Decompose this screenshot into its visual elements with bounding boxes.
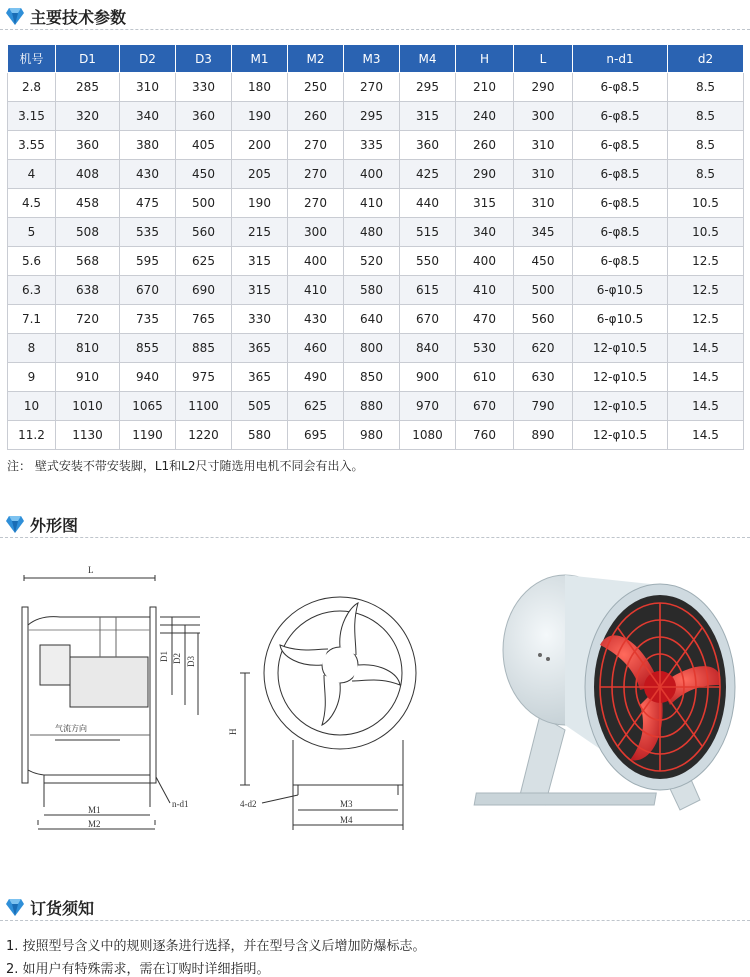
table-cell: 315: [456, 189, 514, 218]
table-cell: 450: [176, 160, 232, 189]
table-header-cell: M2: [288, 45, 344, 73]
table-cell: 8.5: [668, 73, 744, 102]
table-cell: 410: [288, 276, 344, 305]
dim-label-D3: D3: [186, 656, 196, 667]
table-cell: 475: [120, 189, 176, 218]
table-row: [8, 189, 744, 218]
table-cell: 8.5: [668, 102, 744, 131]
table-cell: 345: [514, 218, 573, 247]
table-cell: 610: [456, 363, 514, 392]
table-header-cell: H: [456, 45, 514, 73]
order-note-item: 1. 按照型号含义中的规则逐条进行选择，并在型号含义后增加防爆标志。: [6, 939, 426, 954]
table-cell: 290: [514, 73, 573, 102]
dim-label-nd1: n-d1: [172, 799, 189, 809]
table-cell: 580: [232, 421, 288, 450]
table-cell: 410: [344, 189, 400, 218]
table-cell: 3.15: [8, 102, 56, 131]
table-header-cell: D1: [56, 45, 120, 73]
table-cell: 3.55: [8, 131, 56, 160]
table-cell: 638: [56, 276, 120, 305]
table-cell: 6-φ10.5: [573, 305, 668, 334]
table-cell: 12.5: [668, 305, 744, 334]
table-cell: 970: [400, 392, 456, 421]
table-cell: 6-φ8.5: [573, 131, 668, 160]
table-cell: 340: [120, 102, 176, 131]
dim-label-L: L: [88, 565, 94, 575]
table-header-cell: D3: [176, 45, 232, 73]
table-cell: 250: [288, 73, 344, 102]
diamond-icon: [6, 897, 24, 917]
table-cell: 850: [344, 363, 400, 392]
table-cell: 480: [344, 218, 400, 247]
table-cell: 910: [56, 363, 120, 392]
table-cell: 595: [120, 247, 176, 276]
dim-label-M1: M1: [88, 805, 101, 815]
table-cell: 270: [288, 131, 344, 160]
table-cell: 890: [514, 421, 573, 450]
table-header-cell: d2: [668, 45, 744, 73]
table-cell: 855: [120, 334, 176, 363]
table-cell: 315: [400, 102, 456, 131]
table-cell: 8: [8, 334, 56, 363]
table-cell: 300: [288, 218, 344, 247]
table-cell: 14.5: [668, 363, 744, 392]
table-row: [8, 305, 744, 334]
table-row: [8, 73, 744, 102]
table-cell: 400: [344, 160, 400, 189]
table-header-row: [8, 45, 744, 73]
table-cell: 215: [232, 218, 288, 247]
table-cell: 14.5: [668, 392, 744, 421]
table-row: [8, 363, 744, 392]
dim-label-H: H: [228, 728, 238, 735]
dim-label-M2: M2: [88, 819, 101, 829]
table-cell: 535: [120, 218, 176, 247]
table-cell: 6-φ10.5: [573, 276, 668, 305]
table-cell: 14.5: [668, 421, 744, 450]
table-cell: 1065: [120, 392, 176, 421]
table-cell: 425: [400, 160, 456, 189]
table-cell: 560: [514, 305, 573, 334]
table-cell: 520: [344, 247, 400, 276]
table-cell: 320: [56, 102, 120, 131]
table-cell: 1190: [120, 421, 176, 450]
table-cell: 500: [514, 276, 573, 305]
table-header-cell: n-d1: [573, 45, 668, 73]
table-cell: 900: [400, 363, 456, 392]
table-cell: 6-φ8.5: [573, 247, 668, 276]
table-cell: 500: [176, 189, 232, 218]
table-cell: 670: [120, 276, 176, 305]
table-cell: 620: [514, 334, 573, 363]
fan-photo: [474, 575, 735, 810]
table-cell: 458: [56, 189, 120, 218]
table-cell: 180: [232, 73, 288, 102]
section-header-specs: [0, 2, 750, 32]
table-header-cell: 机号: [8, 45, 56, 73]
order-note-item: 2. 如用户有特殊需求，需在订购时详细指明。: [6, 962, 270, 977]
table-cell: 6-φ8.5: [573, 218, 668, 247]
table-row: [8, 218, 744, 247]
table-cell: 2.8: [8, 73, 56, 102]
table-cell: 410: [456, 276, 514, 305]
table-cell: 360: [176, 102, 232, 131]
section-header-order: [0, 893, 750, 923]
table-cell: 5: [8, 218, 56, 247]
table-cell: 310: [120, 73, 176, 102]
table-cell: 550: [400, 247, 456, 276]
table-cell: 335: [344, 131, 400, 160]
outline-drawings: [0, 545, 750, 845]
table-cell: 695: [288, 421, 344, 450]
table-cell: 625: [288, 392, 344, 421]
table-cell: 508: [56, 218, 120, 247]
table-cell: 765: [176, 305, 232, 334]
table-row: [8, 247, 744, 276]
table-cell: 1130: [56, 421, 120, 450]
divider: [0, 537, 750, 538]
table-cell: 190: [232, 102, 288, 131]
table-cell: 205: [232, 160, 288, 189]
dim-label-D2: D2: [172, 653, 182, 664]
table-row: [8, 392, 744, 421]
table-cell: 408: [56, 160, 120, 189]
table-cell: 670: [400, 305, 456, 334]
table-cell: 240: [456, 102, 514, 131]
table-cell: 720: [56, 305, 120, 334]
table-cell: 12-φ10.5: [573, 421, 668, 450]
table-cell: 980: [344, 421, 400, 450]
table-cell: 885: [176, 334, 232, 363]
airflow-label: 气流方向: [55, 724, 87, 733]
table-cell: 560: [176, 218, 232, 247]
table-cell: 615: [400, 276, 456, 305]
table-cell: 6-φ8.5: [573, 73, 668, 102]
dim-label-D1: D1: [159, 651, 169, 662]
section-header-outline: [0, 510, 750, 540]
table-cell: 6-φ8.5: [573, 189, 668, 218]
table-cell: 490: [288, 363, 344, 392]
table-cell: 460: [288, 334, 344, 363]
table-cell: 5.6: [8, 247, 56, 276]
table-header-cell: M3: [344, 45, 400, 73]
table-cell: 6-φ8.5: [573, 160, 668, 189]
table-cell: 800: [344, 334, 400, 363]
table-cell: 430: [288, 305, 344, 334]
table-cell: 940: [120, 363, 176, 392]
table-cell: 880: [344, 392, 400, 421]
table-header-cell: M4: [400, 45, 456, 73]
table-cell: 12-φ10.5: [573, 334, 668, 363]
table-cell: 690: [176, 276, 232, 305]
table-row: [8, 421, 744, 450]
divider: [0, 920, 750, 921]
table-cell: 315: [232, 247, 288, 276]
table-row: [8, 160, 744, 189]
spec-table: [7, 44, 744, 450]
table-cell: 260: [288, 102, 344, 131]
table-cell: 380: [120, 131, 176, 160]
diamond-icon: [6, 514, 24, 534]
table-cell: 365: [232, 334, 288, 363]
table-cell: 625: [176, 247, 232, 276]
table-cell: 330: [232, 305, 288, 334]
table-cell: 530: [456, 334, 514, 363]
table-cell: 9: [8, 363, 56, 392]
table-cell: 310: [514, 160, 573, 189]
table-cell: 810: [56, 334, 120, 363]
table-cell: 8.5: [668, 160, 744, 189]
table-cell: 300: [514, 102, 573, 131]
table-cell: 310: [514, 189, 573, 218]
table-body: [8, 73, 744, 450]
table-cell: 975: [176, 363, 232, 392]
table-cell: 12.5: [668, 276, 744, 305]
table-cell: 515: [400, 218, 456, 247]
table-cell: 568: [56, 247, 120, 276]
table-cell: 360: [56, 131, 120, 160]
table-row: [8, 334, 744, 363]
diamond-icon: [6, 6, 24, 26]
table-cell: 12-φ10.5: [573, 363, 668, 392]
table-cell: 630: [514, 363, 573, 392]
table-header-cell: L: [514, 45, 573, 73]
table-row: [8, 131, 744, 160]
table-cell: 4: [8, 160, 56, 189]
table-cell: 790: [514, 392, 573, 421]
table-cell: 12-φ10.5: [573, 392, 668, 421]
table-cell: 190: [232, 189, 288, 218]
table-cell: 430: [120, 160, 176, 189]
table-row: [8, 276, 744, 305]
dim-label-M3: M3: [340, 799, 353, 809]
dim-label-d2: 4-d2: [240, 799, 257, 809]
table-cell: 340: [456, 218, 514, 247]
table-note: 注： 壁式安装不带安装脚，L1和L2尺寸随选用电机不同会有出入。: [7, 459, 364, 473]
table-cell: 450: [514, 247, 573, 276]
section-title: 外形图: [30, 516, 79, 535]
table-cell: 210: [456, 73, 514, 102]
front-view-drawing: [228, 597, 416, 830]
table-cell: 8.5: [668, 131, 744, 160]
table-cell: 365: [232, 363, 288, 392]
table-cell: 290: [456, 160, 514, 189]
table-cell: 10.5: [668, 218, 744, 247]
table-cell: 315: [232, 276, 288, 305]
table-cell: 10.5: [668, 189, 744, 218]
table-cell: 11.2: [8, 421, 56, 450]
dim-label-M4: M4: [340, 815, 353, 825]
table-cell: 14.5: [668, 334, 744, 363]
table-cell: 470: [456, 305, 514, 334]
table-cell: 580: [344, 276, 400, 305]
table-cell: 310: [514, 131, 573, 160]
table-cell: 7.1: [8, 305, 56, 334]
table-cell: 440: [400, 189, 456, 218]
table-header-cell: D2: [120, 45, 176, 73]
table-cell: 405: [176, 131, 232, 160]
table-cell: 360: [400, 131, 456, 160]
table-cell: 6-φ8.5: [573, 102, 668, 131]
section-title: 主要技术参数: [30, 8, 127, 27]
table-cell: 200: [232, 131, 288, 160]
section-title: 订货须知: [30, 899, 95, 918]
table-cell: 1080: [400, 421, 456, 450]
table-cell: 330: [176, 73, 232, 102]
table-cell: 270: [288, 160, 344, 189]
table-cell: 10: [8, 392, 56, 421]
table-cell: 270: [344, 73, 400, 102]
table-cell: 735: [120, 305, 176, 334]
table-cell: 295: [400, 73, 456, 102]
side-view-drawing: [22, 565, 200, 829]
table-cell: 1220: [176, 421, 232, 450]
divider: [0, 29, 750, 30]
table-cell: 400: [288, 247, 344, 276]
table-cell: 840: [400, 334, 456, 363]
table-cell: 6.3: [8, 276, 56, 305]
table-cell: 400: [456, 247, 514, 276]
table-cell: 640: [344, 305, 400, 334]
table-cell: 4.5: [8, 189, 56, 218]
table-cell: 760: [456, 421, 514, 450]
table-cell: 285: [56, 73, 120, 102]
table-cell: 12.5: [668, 247, 744, 276]
table-cell: 260: [456, 131, 514, 160]
table-cell: 505: [232, 392, 288, 421]
table-cell: 270: [288, 189, 344, 218]
table-header-cell: M1: [232, 45, 288, 73]
table-row: [8, 102, 744, 131]
table-cell: 670: [456, 392, 514, 421]
table-cell: 1010: [56, 392, 120, 421]
table-cell: 1100: [176, 392, 232, 421]
table-cell: 295: [344, 102, 400, 131]
